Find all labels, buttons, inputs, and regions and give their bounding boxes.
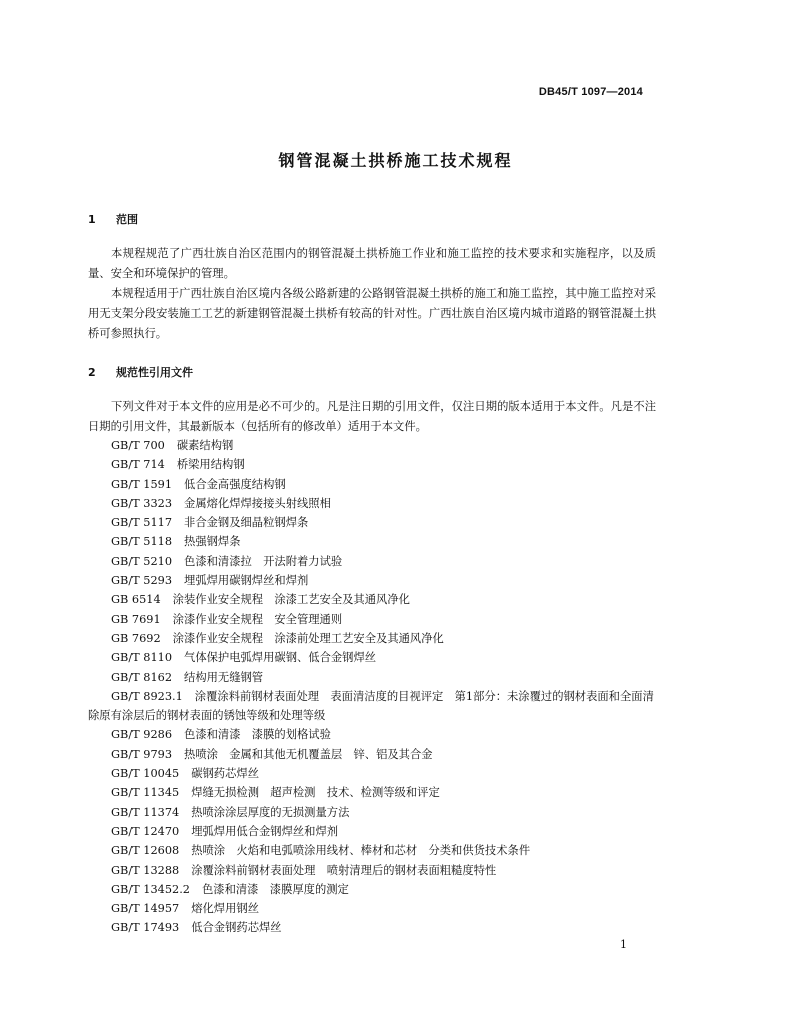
reference-code: GB/T 13288 — [111, 863, 180, 877]
reference-title: 涂覆涂料前钢材表面处理 表面清洁度的目视评定 第1部分：未涂覆过的钢材表面和全面清除原有涂层后的钢材表面的锈蚀等级和处理等级 — [88, 689, 654, 723]
reference-title: 涂漆作业安全规程 涂漆前处理工艺安全及其通风净化 — [172, 631, 444, 645]
reference-item — [88, 436, 656, 455]
reference-code: GB/T 3323 — [111, 496, 173, 510]
reference-code: GB/T 8110 — [111, 651, 173, 665]
reference-title: 熔化焊用钢丝 — [191, 902, 259, 916]
reference-item — [88, 687, 656, 726]
reference-item — [88, 861, 656, 880]
reference-code: GB 7692 — [111, 631, 161, 645]
page-number: 1 — [620, 938, 627, 951]
reference-item — [88, 455, 656, 474]
reference-code: GB 6514 — [111, 593, 161, 607]
reference-title: 桥梁用结构钢 — [176, 458, 245, 472]
reference-title: 涂漆作业安全规程 安全管理通则 — [172, 612, 343, 626]
reference-code: GB/T 714 — [111, 458, 165, 472]
reference-item — [88, 475, 656, 494]
normative-reference-list — [88, 436, 656, 938]
reference-title: 热强钢焊条 — [184, 535, 241, 549]
reference-code: GB/T 9286 — [111, 728, 173, 742]
reference-title: 低合金钢药芯焊丝 — [191, 921, 282, 935]
reference-title: 金属熔化焊焊接接头射线照相 — [184, 496, 331, 510]
reference-code: GB/T 12608 — [111, 844, 180, 858]
reference-code: GB/T 1591 — [111, 477, 173, 491]
reference-title: 色漆和清漆 漆膜厚度的测定 — [201, 882, 349, 896]
reference-title: 碳素结构钢 — [176, 439, 234, 452]
section-title: 规范性引用文件 — [116, 366, 193, 379]
reference-title: 热喷涂 火焰和电弧喷涂用线材、棒材和芯材 分类和供货技术条件 — [191, 844, 531, 858]
reference-item — [88, 764, 656, 783]
reference-code: GB/T 11345 — [111, 786, 180, 800]
section-1-heading — [88, 211, 138, 227]
reference-item — [88, 803, 656, 822]
reference-item — [88, 880, 656, 899]
reference-code: GB/T 5117 — [111, 516, 173, 530]
section-1-paragraph-1: 本规程规范了广西壮族自治区范围内的钢管混凝土拱桥施工作业和施工监控的技术要求和实施程序，以及质量、安全和环境保护的管理。 — [88, 247, 656, 280]
reference-title: 涂装作业安全规程 涂漆工艺安全及其通风净化 — [172, 593, 410, 607]
reference-code: GB/T 14957 — [111, 902, 180, 916]
reference-code: GB/T 5118 — [111, 535, 173, 549]
section-title: 范围 — [116, 213, 138, 226]
section-2-heading — [88, 364, 193, 380]
reference-title: 结构用无缝钢管 — [184, 670, 264, 684]
document-code: DB45/T 1097—2014 — [538, 86, 643, 98]
reference-item — [88, 590, 656, 609]
reference-code: GB/T 8162 — [111, 670, 173, 684]
reference-code: GB/T 10045 — [111, 767, 180, 781]
reference-item — [88, 571, 656, 590]
reference-item — [88, 899, 656, 918]
reference-code: GB/T 17493 — [111, 921, 180, 935]
reference-title: 低合金高强度结构钢 — [184, 477, 286, 491]
reference-item — [88, 745, 656, 764]
reference-item — [88, 822, 656, 841]
reference-title: 气体保护电弧焊用碳钢、低合金钢焊丝 — [184, 651, 377, 665]
reference-code: GB/T 12470 — [111, 824, 180, 838]
reference-title: 色漆和清漆 漆膜的划格试验 — [184, 728, 331, 742]
reference-code: GB/T 5293 — [111, 574, 173, 588]
reference-title: 非合金钢及细晶粒钢焊条 — [184, 516, 309, 530]
reference-code: GB 7691 — [111, 612, 161, 626]
reference-item — [88, 668, 656, 687]
reference-code: GB/T 13452.2 — [111, 882, 190, 896]
reference-code: GB/T 700 — [111, 439, 165, 452]
reference-title: 埋弧焊用碳钢焊丝和焊剂 — [184, 574, 309, 588]
reference-item — [88, 725, 656, 744]
section-2-paragraph-1: 下列文件对于本文件的应用是必不可少的。凡是注日期的引用文件，仅注日期的版本适用于本文件。凡是不注日期的引用文件，其最新版本（包括所有的修改单）适用于本文件。 — [88, 400, 656, 433]
reference-title: 色漆和清漆拉 开法附着力试验 — [184, 554, 343, 568]
reference-item — [88, 610, 656, 629]
reference-title: 热喷涂涂层厚度的无损测量方法 — [191, 805, 350, 819]
section-number: 2 — [88, 366, 96, 379]
reference-item — [88, 918, 656, 937]
section-number: 1 — [88, 213, 96, 226]
document-title: 钢管混凝土拱桥施工技术规程 — [278, 151, 513, 170]
reference-title: 碳钢药芯焊丝 — [191, 767, 259, 781]
reference-code: GB/T 11374 — [111, 805, 180, 819]
reference-title: 热喷涂 金属和其他无机覆盖层 锌、铝及其合金 — [184, 747, 433, 761]
reference-title: 涂覆涂料前钢材表面处理 喷射清理后的钢材表面粗糙度特性 — [191, 863, 497, 877]
reference-item — [88, 513, 656, 532]
reference-item — [88, 494, 656, 513]
reference-title: 埋弧焊用低合金钢焊丝和焊剂 — [191, 824, 339, 838]
reference-item — [88, 532, 656, 551]
reference-title: 焊缝无损检测 超声检测 技术、检测等级和评定 — [191, 786, 440, 800]
reference-item — [88, 552, 656, 571]
reference-code: GB/T 5210 — [111, 554, 173, 568]
reference-item — [88, 841, 656, 860]
reference-code: GB/T 8923.1 — [111, 689, 183, 703]
reference-item — [88, 629, 656, 648]
reference-item — [88, 783, 656, 802]
section-1-paragraph-2: 本规程适用于广西壮族自治区境内各级公路新建的公路钢管混凝土拱桥的施工和施工监控，其中施工监控对采用无支架分段安装施工工艺的新建钢管混凝土拱桥有较高的针对性。广西壮族自治区境内城市道路的钢管混凝土拱桥可参照执行。 — [88, 287, 656, 340]
reference-item — [88, 648, 656, 667]
reference-code: GB/T 9793 — [111, 747, 173, 761]
